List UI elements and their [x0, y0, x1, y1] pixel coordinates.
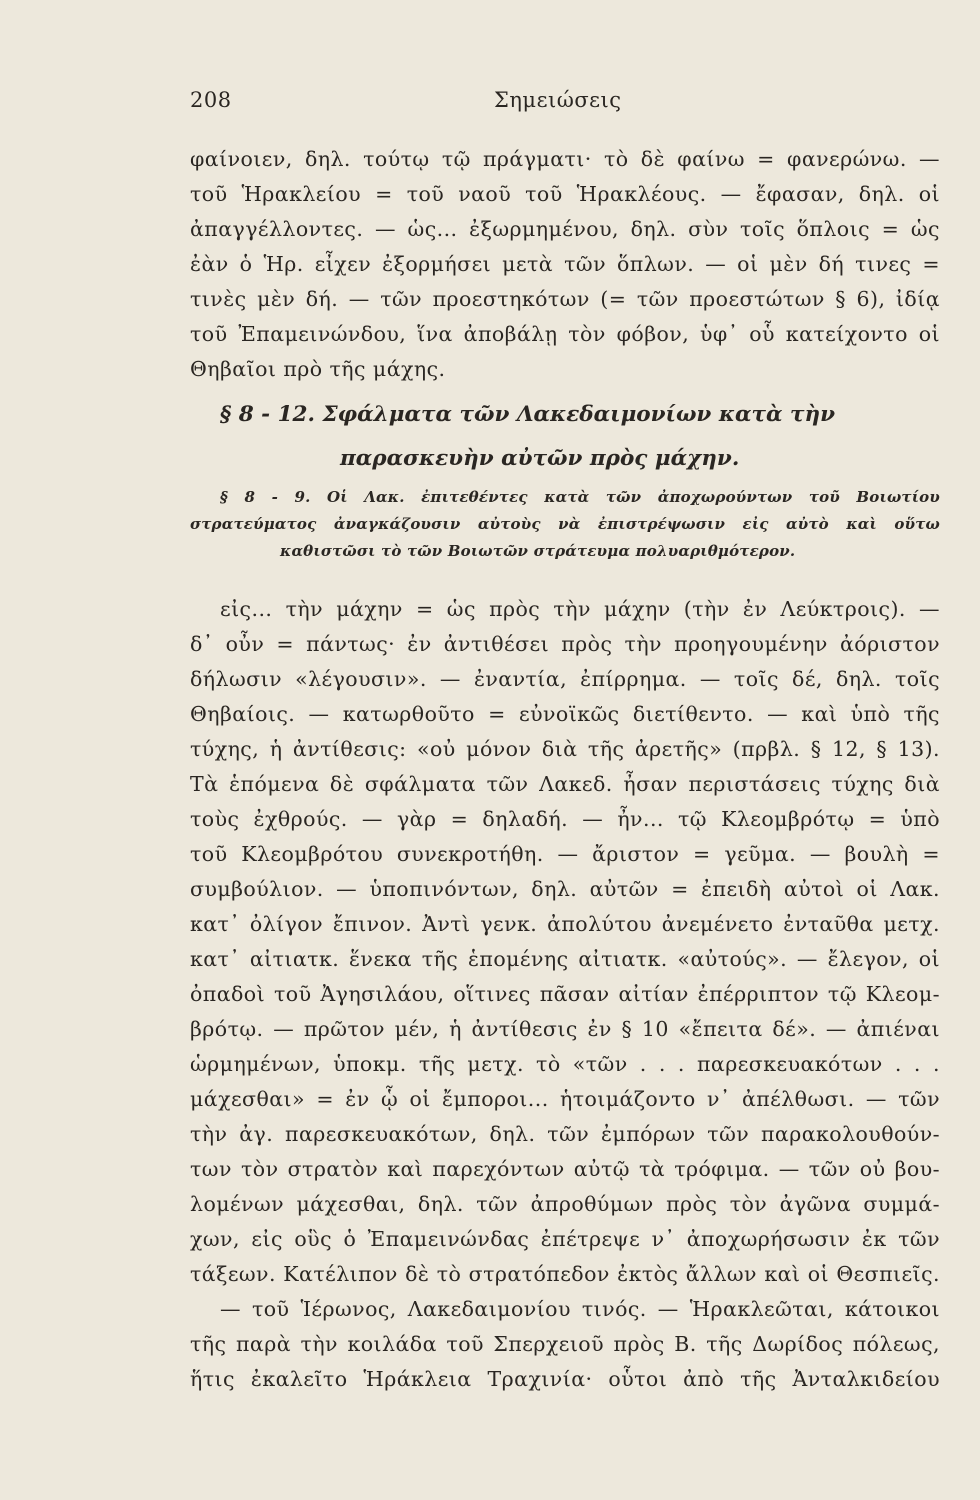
text-line: τοῦ Κλεομβρότου συνεκροτήθη. — ἄριστον = γεῦμα. — βουλὴ =: [190, 842, 940, 866]
text-line: τύχης, ἡ ἀντίθεσις: «οὐ μόνον διὰ τῆς ἀρετῆς» (πρβλ. § 12, § 13).: [190, 737, 940, 761]
text-line: Τὰ ἑπόμενα δὲ σφάλματα τῶν Λακεδ. ἦσαν περιστάσεις τύχης διὰ: [190, 772, 940, 796]
running-title: Σημειώσεις: [494, 88, 622, 112]
text-line: λομένων μάχεσθαι, δηλ. τῶν ἀπροθύμων πρὸς τὸν ἀγῶνα συμμά-: [190, 1192, 940, 1216]
text-line: ἥτις ἐκαλεῖτο Ἡράκλεια Τραχινία· οὗτοι ἀπὸ τῆς Ἀνταλκιδείου: [190, 1367, 940, 1391]
text-line: φαίνοιεν, δηλ. τούτῳ τῷ πράγματι· τὸ δὲ φαίνω = φανερώνω. —: [190, 147, 940, 171]
text-line: δ᾽ οὖν = πάντως· ἐν ἀντιθέσει πρὸς τὴν προηγουμένην ἀόριστον: [190, 632, 940, 656]
page-number: 208: [190, 88, 232, 112]
text-line: τινὲς μὲν δή. — τῶν προεστηκότων (= τῶν προεστώτων § 6), ἰδίᾳ: [190, 287, 940, 311]
text-line: ὡρμημένων, ὑποκμ. τῆς μετχ. τὸ «τῶν . . . παρεσκευακότων . . .: [190, 1052, 940, 1076]
text-line: Θηβαῖοι πρὸ τῆς μάχης.: [190, 357, 446, 381]
text-line: εἰς... τὴν μάχην = ὡς πρὸς τὴν μάχην (τὴν ἐν Λεύκτροις). —: [220, 597, 940, 621]
text-line: τὴν ἀγ. παρεσκευακότων, δηλ. τῶν ἐμπόρων τῶν παρακολουθούν-: [190, 1122, 940, 1146]
text-line: χων, εἰς οὓς ὁ Ἐπαμεινώνδας ἐπέτρεψε ν᾽ ἀποχωρήσωσιν ἐκ τῶν: [190, 1227, 940, 1251]
text-line: δήλωσιν «λέγουσιν». — ἐναντία, ἐπίρρημα. — τοῖς δέ, δηλ. τοῖς: [190, 667, 940, 691]
text-line: τοῦ Ἐπαμεινώνδου, ἵνα ἀποβάλῃ τὸν φόβον, ὑφ᾽ οὗ κατείχοντο οἱ: [190, 322, 940, 346]
text-line: ἀπαγγέλλοντες. — ὡς... ἐξωρμημένου, δηλ. σὺν τοῖς ὅπλοις = ὡς: [190, 217, 940, 241]
subsection-summary-line-3: καθιστῶσι τὸ τῶν Βοιωτῶν στράτευμα πολυαριθμότερον.: [280, 542, 796, 560]
page-header: [190, 88, 940, 122]
text-line: Θηβαίοις. — κατωρθοῦτο = εὐνοϊκῶς διετίθεντο. — καὶ ὑπὸ τῆς: [190, 702, 940, 726]
text-line: ἐὰν ὁ Ἡρ. εἶχεν ἐξορμήσει μετὰ τῶν ὅπλων. — οἱ μὲν δή τινες =: [190, 252, 940, 276]
text-line: ὀπαδοὶ τοῦ Ἀγησιλάου, οἵτινες πᾶσαν αἰτίαν ἐπέρριπτον τῷ Κλεομ-: [190, 982, 940, 1006]
text-line: τῆς παρὰ τὴν κοιλάδα τοῦ Σπερχειοῦ πρὸς Β. τῆς Δωρίδος πόλεως,: [190, 1332, 940, 1356]
text-line: κατ᾽ ὀλίγον ἔπινον. Ἀντὶ γενκ. ἀπολύτου ἀνεμένετο ἐνταῦθα μετχ.: [190, 912, 940, 936]
subsection-summary-line-2: στρατεύματος ἀναγκάζουσιν αὐτοὺς νὰ ἐπιστρέψωσιν εἰς αὐτὸ καὶ οὕτω: [190, 515, 940, 533]
subsection-summary: [190, 484, 940, 565]
text-line: βρότῳ. — πρῶτον μέν, ἡ ἀντίθεσις ἐν § 10 «ἔπειτα δέ». — ἀπιέναι: [190, 1017, 940, 1041]
text-line: τοῦ Ἡρακλείου = τοῦ ναοῦ τοῦ Ἡρακλέους. — ἔφασαν, δηλ. οἱ: [190, 182, 940, 206]
section-heading-line-2: παρασκευὴν αὐτῶν πρὸς μάχην.: [340, 446, 740, 471]
section-heading-line-1: § 8 - 12. Σφάλματα τῶν Λακεδαιμονίων κατὰ τὴν: [220, 402, 836, 427]
text-line: — τοῦ Ἱέρωνος, Λακεδαιμονίου τινός. — Ἡρακλεῶται, κάτοικοι: [220, 1297, 940, 1321]
paragraph-commentary-1: [190, 142, 940, 387]
text-line: κατ᾽ αἰτιατκ. ἕνεκα τῆς ἑπομένης αἰτιατκ. «αὐτούς». — ἔλεγον, οἱ: [190, 947, 940, 971]
text-line: των τὸν στρατὸν καὶ παρεχόντων αὐτῷ τὰ τρόφιμα. — τῶν οὐ βου-: [190, 1157, 940, 1181]
text-line: τάξεων. Κατέλιπον δὲ τὸ στρατόπεδον ἐκτὸς ἄλλων καὶ οἱ Θεσπιεῖς.: [190, 1262, 940, 1286]
text-line: τοὺς ἐχθρούς. — γὰρ = δηλαδή. — ἦν... τῷ Κλεομβρότῳ = ὑπὸ: [190, 807, 940, 831]
text-line: μάχεσθαι» = ἐν ᾧ οἱ ἔμποροι... ἡτοιμάζοντο ν᾽ ἀπέλθωσι. — τῶν: [190, 1087, 940, 1111]
subsection-summary-line-1: § 8 - 9. Οἱ Λακ. ἐπιτεθέντες κατὰ τῶν ἀποχωρούντων τοῦ Βοιωτίου: [220, 488, 940, 506]
section-heading: [190, 393, 940, 481]
text-line: συμβούλιον. — ὑποπινόντων, δηλ. αὐτῶν = ἐπειδὴ αὐτοὶ οἱ Λακ.: [190, 877, 940, 901]
paragraph-commentary-2: [190, 592, 940, 1397]
